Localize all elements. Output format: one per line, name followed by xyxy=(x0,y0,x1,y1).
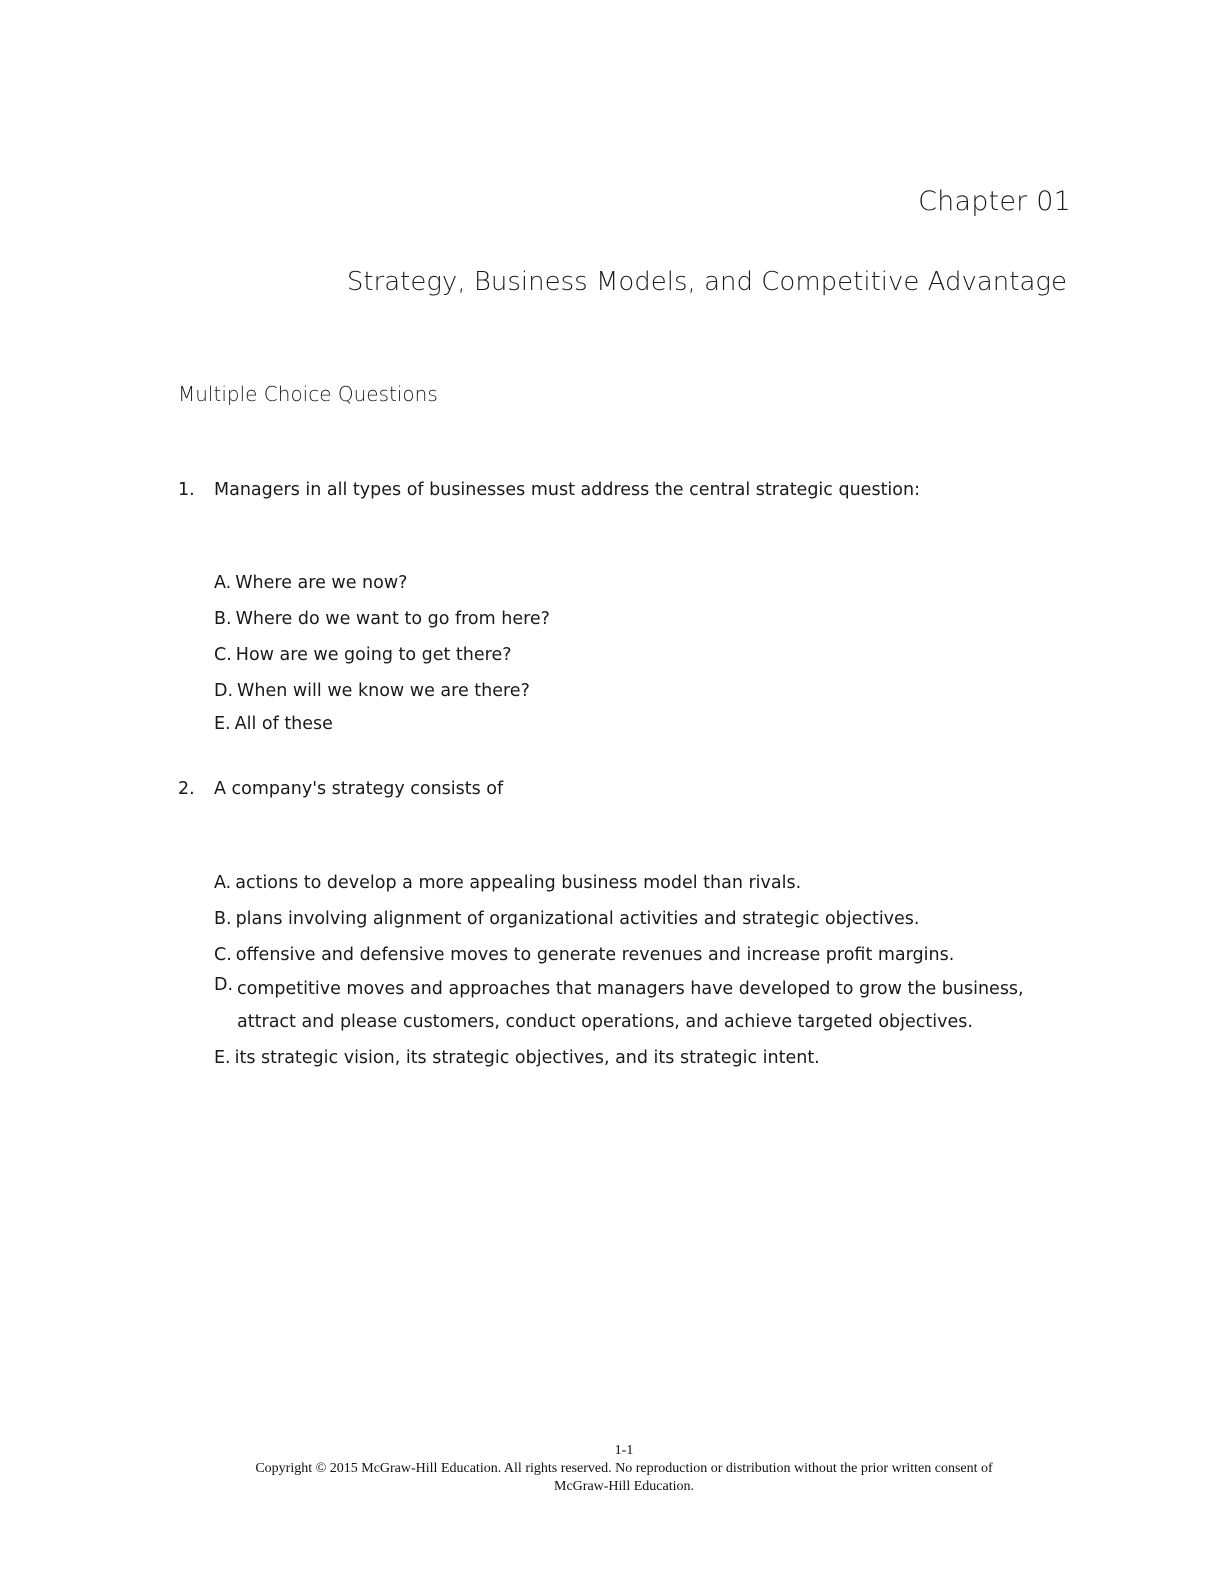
question-text: A company's strategy consists of xyxy=(214,779,504,799)
choice-d xyxy=(214,975,1027,1039)
choice-text: actions to develop a more appealing business model than rivals. xyxy=(235,873,802,893)
question-2 xyxy=(178,778,1058,1068)
choice-letter: A. xyxy=(214,573,232,593)
choice-text: When will we know we are there? xyxy=(237,681,530,701)
chapter-title: Strategy, Business Models, and Competitive Advantage xyxy=(346,267,1067,297)
choice-d xyxy=(214,680,530,702)
choice-c xyxy=(214,644,512,666)
chapter-number: Chapter 01 xyxy=(918,186,1071,217)
page-footer xyxy=(0,1442,1224,1496)
choice-text: How are we going to get there? xyxy=(235,645,512,665)
choice-a xyxy=(214,872,801,894)
choice-b xyxy=(214,908,920,930)
choice-letter: C. xyxy=(214,945,232,965)
choice-letter: A. xyxy=(214,873,232,893)
choice-text: its strategic vision, its strategic objectives, and its strategic intent. xyxy=(234,1048,820,1068)
choice-letter: E. xyxy=(214,714,231,734)
question-1 xyxy=(178,479,1058,734)
choice-letter: E. xyxy=(214,1048,231,1068)
choice-text: plans involving alignment of organizational activities and strategic objectives. xyxy=(235,909,920,929)
choice-letter: B. xyxy=(214,609,232,629)
section-heading: Multiple Choice Questions xyxy=(178,382,438,406)
choice-b xyxy=(214,608,550,630)
question-stem xyxy=(178,778,1058,800)
choice-letter: D. xyxy=(214,975,234,995)
copyright-notice-continued: McGraw-Hill Education. xyxy=(554,1479,694,1494)
choice-letter: B. xyxy=(214,909,232,929)
question-number: 2. xyxy=(178,779,195,799)
choice-text: Where do we want to go from here? xyxy=(235,609,550,629)
question-text: Managers in all types of businesses must address the central strategic question: xyxy=(214,480,920,500)
choice-letter: D. xyxy=(214,681,234,701)
choice-text: offensive and defensive moves to generate revenues and increase profit margins. xyxy=(235,945,955,965)
page-number: 1-1 xyxy=(614,1443,634,1458)
choice-text: Where are we now? xyxy=(235,573,408,593)
question-stem xyxy=(178,479,1058,501)
question-number: 1. xyxy=(178,480,195,500)
choice-letter: C. xyxy=(214,645,232,665)
choice-a xyxy=(214,572,407,594)
choice-e xyxy=(214,1047,820,1069)
copyright-notice: Copyright © 2015 McGraw-Hill Education. All rights reserved. No reproduction or distribution without the prior written consent of xyxy=(255,1461,993,1476)
choice-e xyxy=(214,713,333,735)
choice-text: All of these xyxy=(234,714,333,734)
choice-text: competitive moves and approaches that managers have developed to grow the business, attract and please customers, conduct operations, and achieve targeted objectives. xyxy=(237,979,1024,1032)
choice-c xyxy=(214,944,954,966)
